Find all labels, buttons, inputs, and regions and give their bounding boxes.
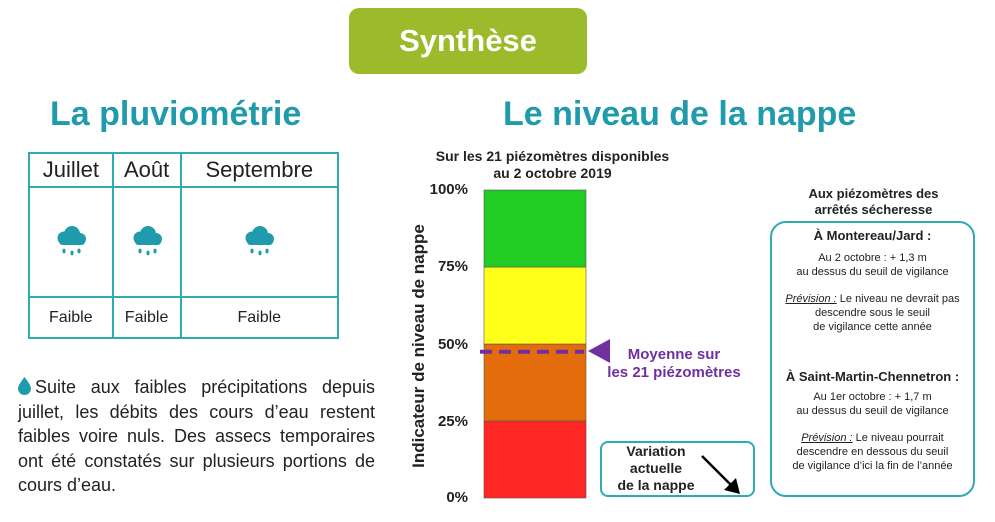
arrow-down-right-icon [698,452,744,496]
station-level-line1: Au 2 octobre : + 1,3 m [818,252,927,264]
station-level [770,390,975,418]
month-header: Juillet [29,153,113,187]
level-band [484,267,586,344]
station-level-line1: Au 1er octobre : + 1,7 m [813,391,932,403]
moyenne-label-line2: les 21 piézomètres [607,364,741,381]
pluviometrie-heading: La pluviométrie [50,95,302,133]
y-axis-label: Indicateur de niveau de nappe [409,224,428,468]
station-prevision [770,292,975,334]
nappe-heading: Le niveau de la nappe [503,95,857,133]
chart-title [405,148,700,182]
y-tick-label: 100% [429,181,468,198]
month-value: Faible [29,297,113,338]
icon-cell [29,187,113,297]
y-tick-label: 75% [437,258,468,275]
level-band [484,190,586,267]
prevision-label: Prévision : [801,432,853,444]
level-band [484,421,586,498]
station-prevision [770,431,975,473]
prevision-line3: de vigilance cette année [813,321,932,333]
rain-cloud-icon [53,224,89,256]
arretes-title-line2: arrêtés sécheresse [814,202,933,217]
station-name: À Saint-Martin-Chennetron : [785,369,960,384]
moyenne-label-line1: Moyenne sur [627,346,721,363]
icon-cell [113,187,181,297]
month-header: Septembre [181,153,338,187]
paragraph-text: Suite aux faibles précipitations depuis juillet, les débits des cours d’eau restent faibles voire nuls. Des assecs temporaires ont été constatés sur plusieurs portions de cours d’eau. [18,377,375,495]
month-header: Août [113,153,181,187]
arretes-title [770,186,977,218]
variation-label [606,443,706,494]
station-level-line2: au dessus du seuil de vigilance [796,266,949,278]
prevision-label: Prévision : [785,293,837,305]
y-tick-label: 0% [446,489,468,506]
arretes-title-line1: Aux piézomètres des [808,186,939,201]
chart-title-line2: au 2 octobre 2019 [493,165,612,181]
variation-line2: actuelle [629,460,683,476]
prevision-line3: de vigilance d’ici la fin de l’année [792,460,953,472]
synthese-banner [349,8,587,74]
variation-line3: de la nappe [617,477,695,493]
moyenne-label [596,346,752,382]
rain-cloud-icon [129,224,165,256]
icon-cell [181,187,338,297]
station-level-line2: au dessus du seuil de vigilance [796,405,949,417]
y-tick-label: 50% [437,336,468,353]
water-drop-icon [18,377,31,395]
variation-line1: Variation [626,443,686,459]
nappe-chart [480,186,590,502]
pluviometrie-paragraph [18,375,375,498]
station-name: À Montereau/Jard : [813,228,932,243]
level-band [484,344,586,421]
pluviometrie-table [28,152,339,339]
prevision-line2: descendre en dessous du seuil [796,446,949,458]
prevision-line1: Le niveau ne devrait pas [836,293,960,305]
month-value: Faible [181,297,338,338]
prevision-line1: Le niveau pourrait [852,432,944,444]
banner-title: Synthèse [399,23,537,58]
station-level [770,251,975,279]
month-value: Faible [113,297,181,338]
chart-title-line1: Sur les 21 piézomètres disponibles [435,148,670,164]
rain-cloud-icon [241,224,277,256]
prevision-line2: descendre sous le seuil [815,307,930,319]
y-tick-label: 25% [437,413,468,430]
